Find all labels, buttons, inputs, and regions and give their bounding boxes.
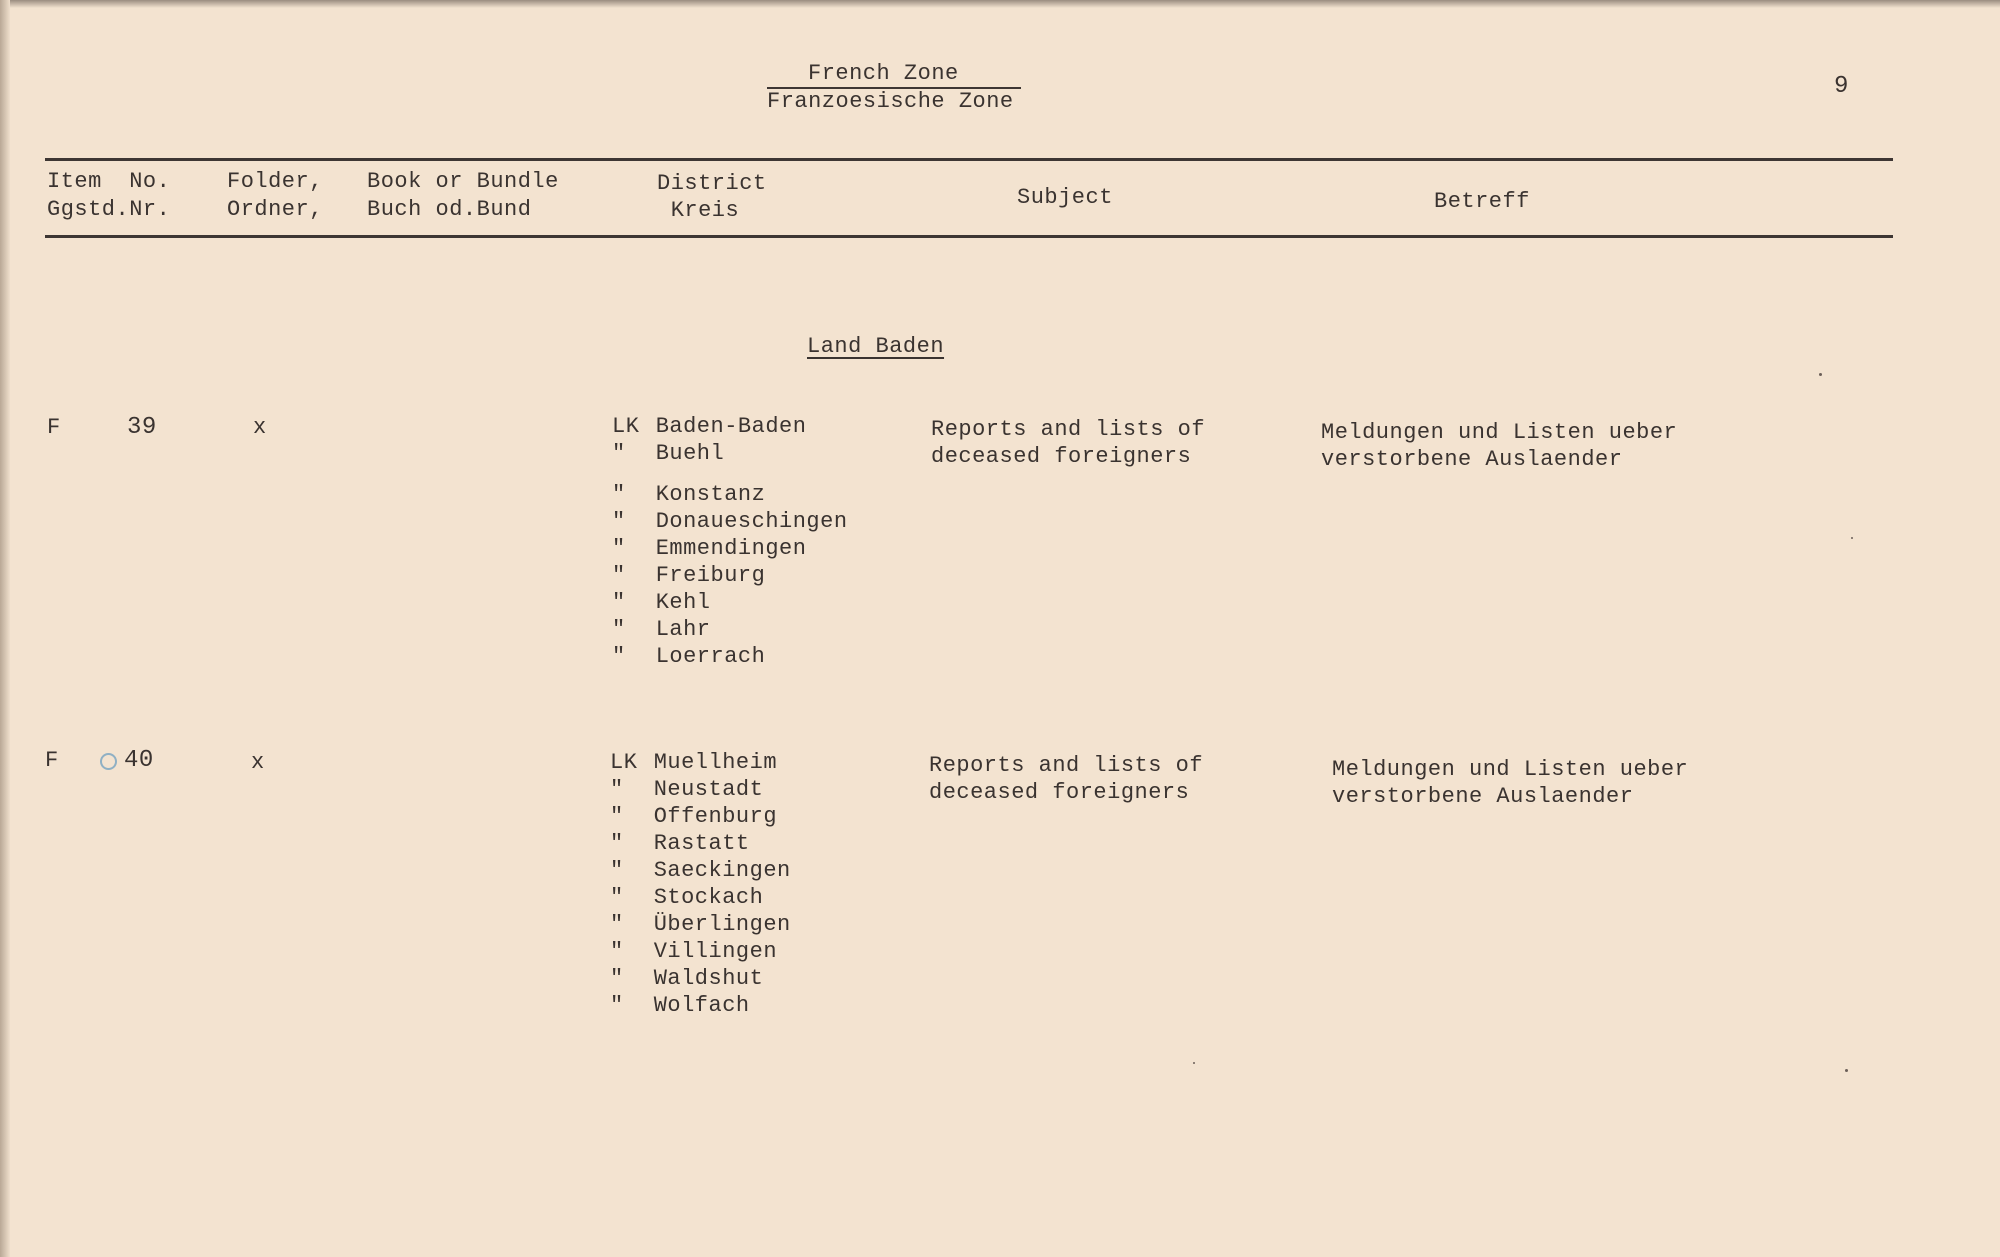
document-page: French Zone Franzoesische Zone 9 Item No. Ggstd.Nr. Folder, Ordner, Book or Bundle Buch od.Bund District Kreis Subject Betreff Land Baden F 39 x LK Baden-Baden " Buehl " Konstanz " Donaueschingen " Emmendingen " Freiburg " Kehl " Lahr " Loerrach Reports and lists of deceased foreigners Meldungen und Listen ueber verstorbene Auslaender F 40 x LK Muellheim " Neustadt " Offenburg " Rastatt " Saeckingen " Stockach " Überlingen " Villingen " Waldshut " Wolfach Reports and lists of deceased foreigners Meldungen und Listen ueber verstorbene Auslaender [0,0,2000,1257]
ditto-mark: " [612,563,626,588]
ditto-mark: " [612,536,626,561]
district-line [612,616,848,643]
zone-title-english: French Zone [808,61,959,86]
district-name: Villingen [653,939,778,964]
district-line [610,965,791,992]
ditto-mark: " [610,912,624,937]
district-line [610,884,791,911]
district-line [612,589,848,616]
district-line [610,857,791,884]
paper-speck [1193,1062,1195,1064]
district-prefix: LK [612,414,640,439]
section-title: Land Baden [807,334,945,359]
district-line [610,938,791,965]
ditto-mark: " [610,858,624,883]
district-name: Loerrach [655,644,766,669]
folder-mark: x [253,415,267,440]
zone-title-german: Franzoesische Zone [767,89,1014,114]
ditto-mark: " [610,939,624,964]
district-line [610,830,791,857]
district-line [612,562,848,589]
district-line [610,992,791,1019]
district-name: Baden-Baden [655,414,807,439]
district-name: Offenburg [653,804,778,829]
district-line [612,535,848,562]
ditto-mark: " [612,590,626,615]
item-letter: F [45,748,59,773]
item-number: 39 [127,414,157,441]
district-line [610,803,791,830]
ditto-mark: " [610,804,624,829]
district-name: Saeckingen [653,858,791,883]
district-name: Muellheim [653,750,778,775]
ditto-mark: " [612,644,626,669]
district-line [610,911,791,938]
district-name: Neustadt [653,777,764,802]
paper-speck [1851,537,1853,539]
district-line [610,749,791,776]
page-left-edge-shadow [0,0,10,1257]
district-line [612,481,848,508]
district-name: Freiburg [655,563,766,588]
district-prefix: LK [610,750,638,775]
district-name: Überlingen [653,912,791,937]
paper-speck [1845,1069,1848,1072]
header-bottom-rule [45,235,1893,238]
blue-circle-mark [100,753,117,770]
column-header-betreff: Betreff [1434,189,1530,214]
ditto-mark: " [610,993,624,1018]
ditto-mark: " [612,482,626,507]
district-name: Konstanz [655,482,766,507]
item-number: 40 [124,747,154,774]
folder-mark: x [251,750,265,775]
ditto-mark: " [610,777,624,802]
district-line [612,413,848,440]
district-list [612,413,848,670]
page-number: 9 [1834,73,1849,100]
district-name: Lahr [655,617,711,642]
district-name: Rastatt [653,831,750,856]
district-name: Buehl [655,441,725,466]
page-top-edge-shadow [0,0,2000,8]
district-name: Waldshut [653,966,764,991]
ditto-mark: " [612,509,626,534]
paper-speck [1819,373,1822,376]
ditto-mark: " [610,831,624,856]
district-name: Kehl [655,590,711,615]
header-top-rule [45,158,1893,161]
item-letter: F [47,415,61,440]
district-line [612,440,848,467]
district-name: Stockach [653,885,764,910]
district-line [612,643,848,670]
district-line [610,776,791,803]
ditto-mark: " [612,617,626,642]
column-header-subject: Subject [1017,185,1113,210]
district-name: Wolfach [653,993,750,1018]
ditto-mark: " [610,885,624,910]
district-name: Donaueschingen [655,509,848,534]
ditto-mark: " [612,441,626,466]
district-list [610,749,791,1019]
ditto-mark: " [610,966,624,991]
district-name: Emmendingen [655,536,807,561]
district-line [612,508,848,535]
